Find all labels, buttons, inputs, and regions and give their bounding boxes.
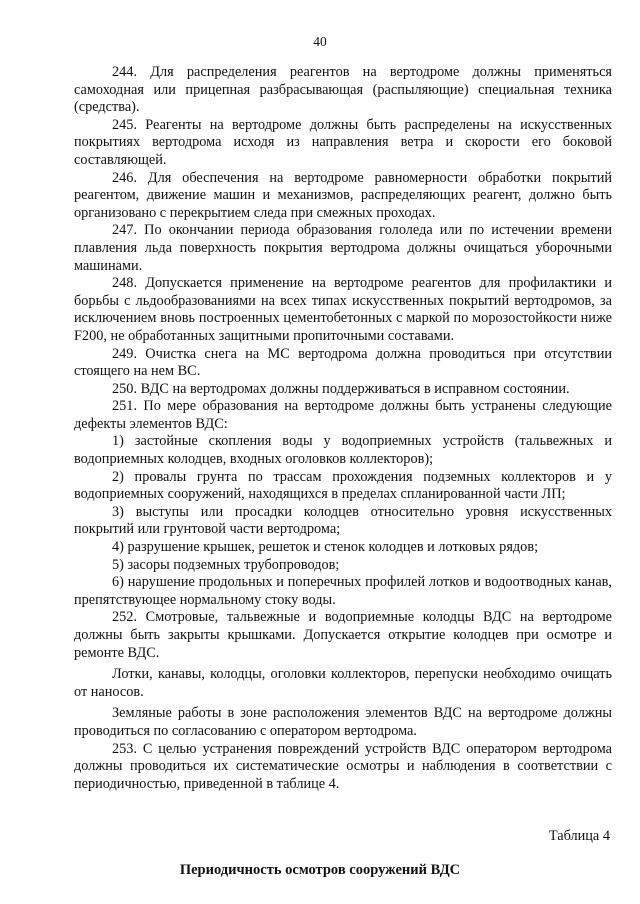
defect-item-6: 6) нарушение продольных и поперечных профилей лотков и водоотводных канав, препятствующее нормальному стоку воды. <box>74 574 612 608</box>
paragraph-244: 244. Для распределения реагентов на вертодроме должны применяться самоходная или прицепная разбрасывающая (распыляющие) специальная техника (средства). <box>74 64 612 116</box>
page-number: 40 <box>313 34 327 49</box>
table-label: Таблица 4 <box>548 828 610 844</box>
defect-item-4: 4) разрушение крышек, решеток и стенок колодцев и лотковых рядов; <box>112 539 539 556</box>
defect-item-5: 5) засоры подземных трубопроводов; <box>112 556 340 573</box>
paragraph-252: 252. Смотровые, тальвежные и водоприемные колодцы ВДС на вертодроме должны быть закрыты крышками. Допускается открытие колодцев при осмотре и ремонте ВДС. <box>74 609 612 661</box>
paragraph-253: 253. С целью устранения повреждений устройств ВДС оператором вертодрома должны проводиться их систематические осмотры и наблюдения в соответствии с периодичностью, приведенной в таблице 4. <box>74 740 612 792</box>
defect-item-3: 3) выступы или просадки колодцев относительно уровня искусственных покрытий или грунтовой части вертодрома; <box>74 503 612 538</box>
paragraph-250: 250. ВДС на вертодромах должны поддерживаться в исправном состоянии. <box>112 380 570 397</box>
paragraph-cleaning: Лотки, канавы, колодцы, оголовки коллекторов, перепуски необходимо очищать от наносов. <box>74 666 612 700</box>
paragraph-248: 248. Допускается применение на вертодроме реагентов для профилактики и борьбы с льдообразованиями на всех типах искусственных покрытий вертодромов, за исключением вновь построенных цементобетонных с маркой по морозостойкости ниже F200, не обработанных защитными пропиточными составами. <box>74 275 612 344</box>
document-body <box>74 64 612 793</box>
paragraph-246: 246. Для обеспечения на вертодроме равномерности обработки покрытий реагентом, движение машин и механизмов, распределяющих реагент, должно быть организовано с перекрытием следа при смежных проходах. <box>74 169 612 221</box>
paragraph-245: 245. Реагенты на вертодроме должны быть распределены на искусственных покрытиях вертодрома исходя из направления ветра и скорости его боковой составляющей. <box>74 116 612 168</box>
paragraph-earthworks: Земляные работы в зоне расположения элементов ВДС на вертодроме должны проводиться по согласованию с оператором вертодрома. <box>74 705 612 739</box>
defect-item-1: 1) застойные скопления воды у водоприемных устройств (тальвежных и водоприемных колодцев, входных оголовков коллекторов); <box>74 433 612 468</box>
table-title: Периодичность осмотров сооружений ВДС <box>179 862 461 878</box>
paragraph-251: 251. По мере образования на вертодроме должны быть устранены следующие дефекты элементов ВДС: <box>74 398 612 432</box>
paragraph-247: 247. По окончании периода образования гололеда или по истечении времени плавления льда поверхность покрытия вертодрома должны очищаться уборочными машинами. <box>74 222 612 274</box>
defect-item-2: 2) провалы грунта по трассам прохождения подземных коллекторов и у водоприемных сооружений, находящихся в пределах спланированной части ЛП; <box>74 468 612 503</box>
paragraph-249: 249. Очистка снега на МС вертодрома должна проводиться при отсутствии стоящего на нем ВС. <box>74 345 612 380</box>
